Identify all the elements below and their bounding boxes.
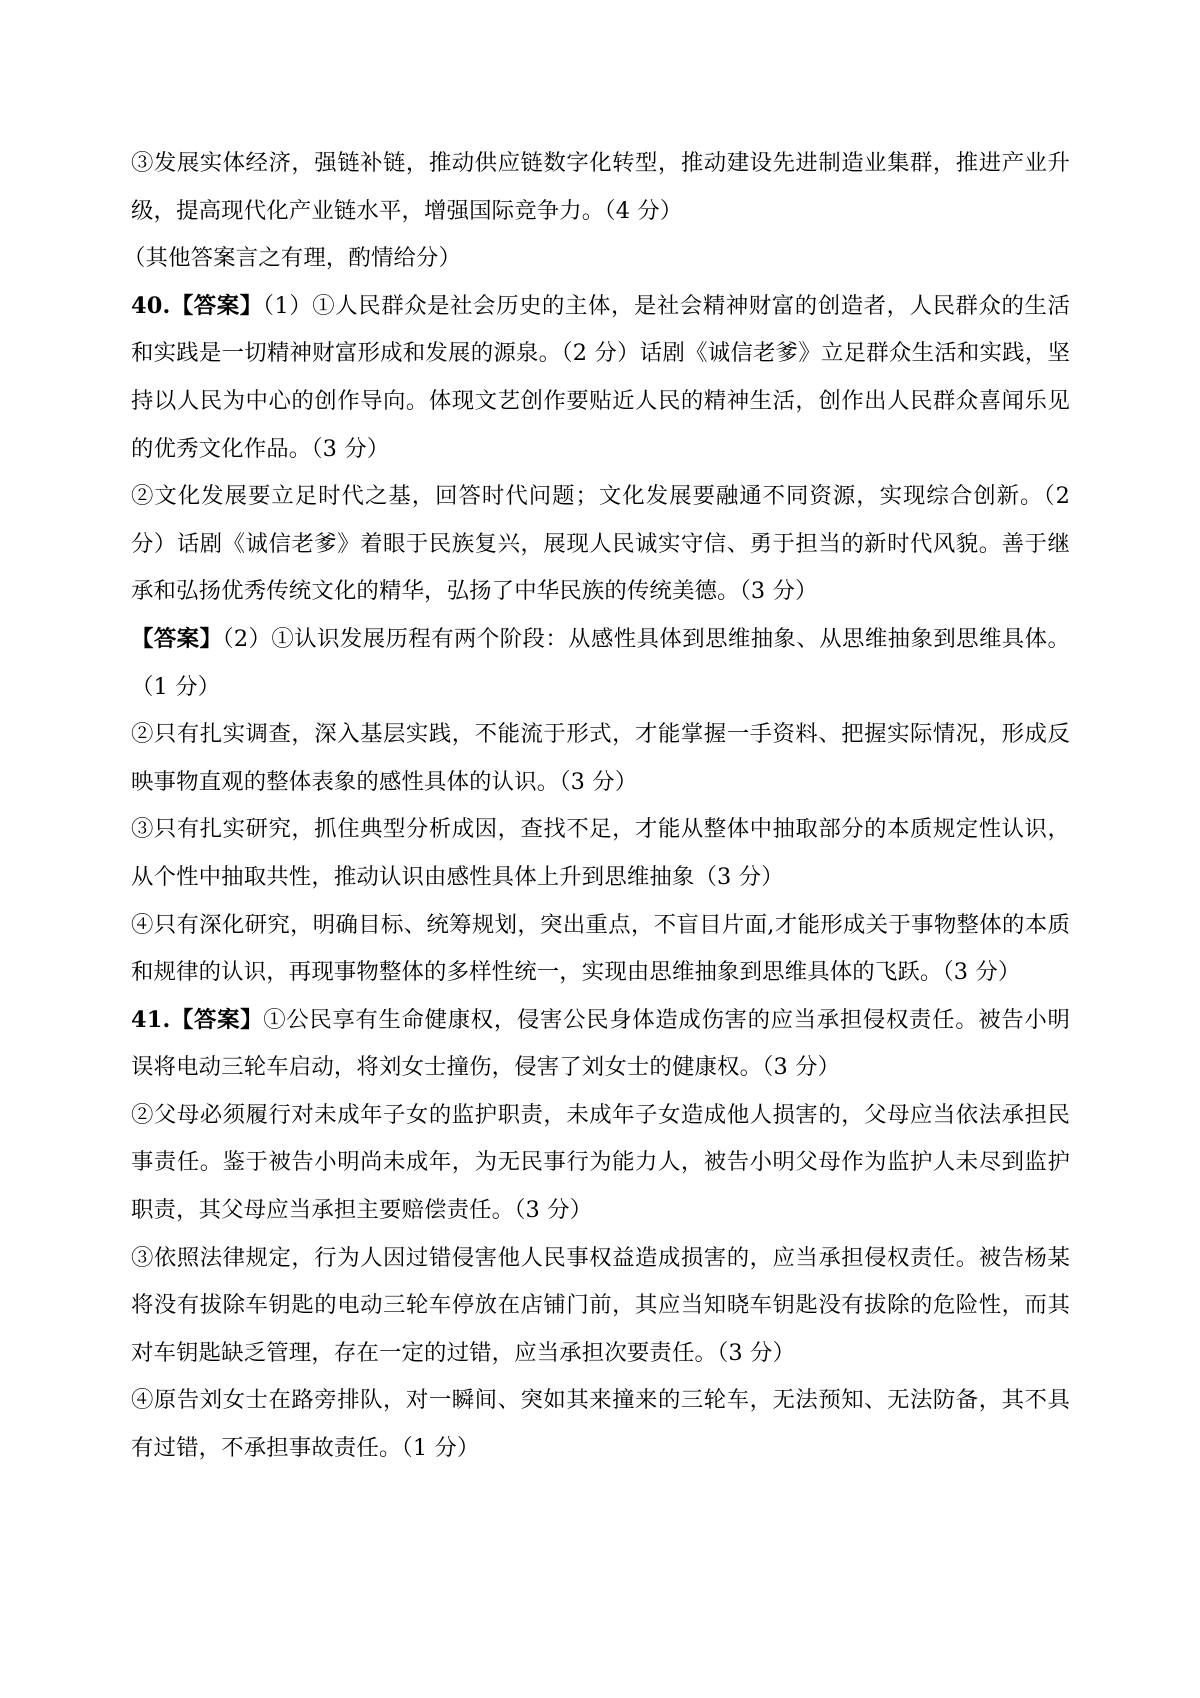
q41-answer-tag: 【答案】 (170, 1006, 264, 1033)
q40-part2-answer-tag: 【答案】 (131, 625, 223, 652)
q40-part2-text-1: （2）①认识发展历程有两个阶段：从感性具体到思维抽象、从思维抽象到思维具体。（1 分） (131, 625, 1070, 700)
q40-part2-point-4: ④只有深化研究，明确目标、统筹规划，突出重点，不盲目片面,才能形成关于事物整体的本质和规律的认识，再现事物整体的多样性统一，实现由思维抽象到思维具体的飞跃。（3 分） (131, 911, 1070, 986)
q40-part1-point-1 (131, 283, 1070, 473)
q40-part2-point-2: ②只有扎实调查，深入基层实践，不能流于形式，才能掌握一手资料、把握实际情况，形成反映事物直观的整体表象的感性具体的认识。（3 分） (131, 721, 1070, 795)
q40-number: 40. (131, 292, 171, 319)
q41-text-1: ①公民享有生命健康权，侵害公民身体造成伤害的应当承担侵权责任。被告小明误将电动三轮车启动，将刘女士撞伤，侵害了刘女士的健康权。（3 分） (131, 1006, 1070, 1081)
grading-note: （其他答案言之有理，酌情给分） (123, 245, 462, 272)
q40-part1-point-2: ②文化发展要立足时代之基，回答时代问题；文化发展要融通不同资源，实现综合创新。（2 分）话剧《诚信老爹》着眼于民族复兴，展现人民诚实守信、勇于担当的新时代风貌。善于继承和弘扬优秀传统文化的精华，弘扬了中华民族的传统美德。（3 分） (131, 483, 1070, 605)
q40-answer-tag: 【答案】 (170, 292, 263, 319)
q40-part1-text-1: （1）①人民群众是社会历史的主体，是社会精神财富的创造者，人民群众的生活和实践是一切精神财富形成和发展的源泉。（2 分）话剧《诚信老爹》立足群众生活和实践，坚持以人民为中心的创作导向。体现文艺创作要贴近人民的精神生活，创作出人民群众喜闻乐见的优秀文化作品。（3 分） (131, 292, 1070, 462)
q40-part2-point-3: ③只有扎实研究，抓住典型分析成因，查找不足，才能从整体中抽取部分的本质规定性认识，从个性中抽取共性，推动认识由感性具体上升到思维抽象（3 分） (131, 816, 1070, 890)
q41-number: 41. (131, 1006, 171, 1033)
q41-point-1 (131, 997, 1070, 1092)
q41-point-2: ②父母必须履行对未成年子女的监护职责，未成年子女造成他人损害的，父母应当依法承担民事责任。鉴于被告小明尚未成年，为无民事行为能力人，被告小明父母作为监护人未尽到监护职责，其父母应当承担主要赔偿责任。（3 分） (131, 1101, 1070, 1224)
q39-point-3: ③发展实体经济，强链补链，推动供应链数字化转型，推动建设先进制造业集群，推进产业升级，提高现代化产业链水平，增强国际竞争力。（4 分） (131, 150, 1070, 224)
q41-point-4: ④原告刘女士在路旁排队，对一瞬间、突如其来撞来的三轮车，无法预知、无法防备，其不具有过错，不承担事故责任。（1 分） (131, 1387, 1070, 1462)
answer-key-page (123, 140, 1070, 1473)
q40-part2-point-1 (131, 616, 1070, 711)
q41-point-3: ③依照法律规定，行为人因过错侵害他人民事权益造成损害的，应当承担侵权责任。被告杨某将没有拔除车钥匙的电动三轮车停放在店铺门前，其应当知晓车钥匙没有拔除的危险性，而其对车钥匙缺乏管理，存在一定的过错，应当承担次要责任。（3 分） (131, 1244, 1070, 1366)
